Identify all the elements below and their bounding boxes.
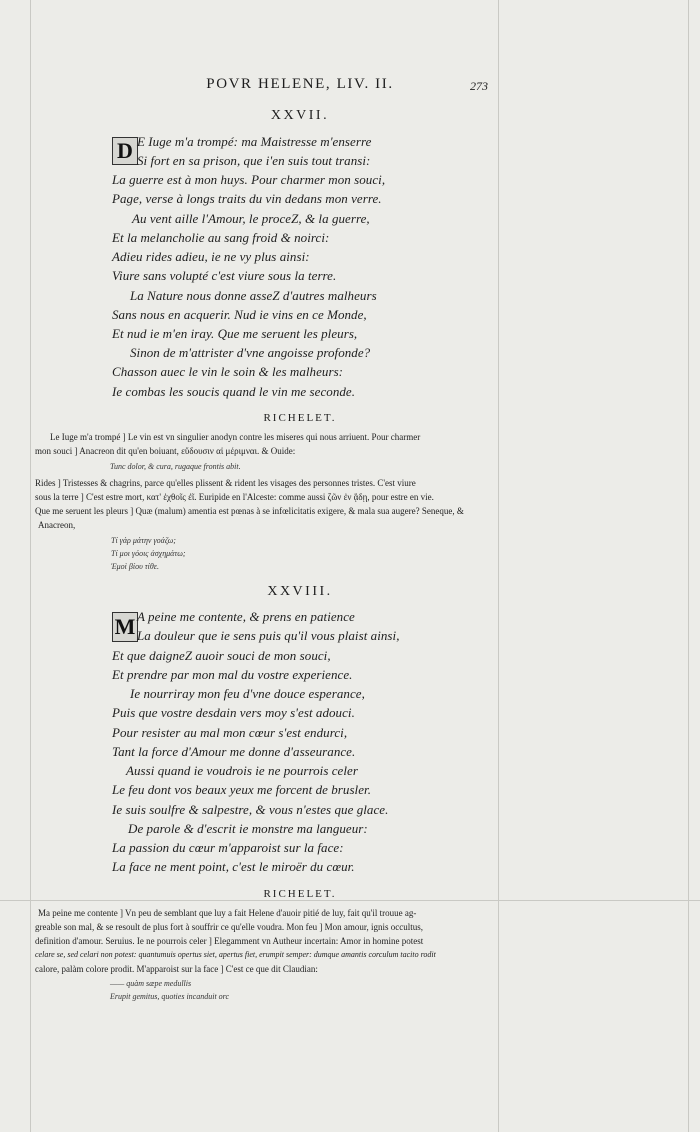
verse-line: De parole & d'escrit ie monstre ma langueur: <box>128 821 368 836</box>
comment-line: mon souci ] Anacreon dit qu'en boiuant, εὕδουσιν αἱ μέριμναι. & Ouide: <box>35 446 296 456</box>
comment-line: Rides ] Tristesses & chagrins, parce qu'elles plissent & rident les visages des personnes tristes. C'est viure <box>35 478 416 488</box>
verse-line: La passion du cœur m'apparoist sur la face: <box>112 840 344 855</box>
verse-line: A peine me contente, & prens en patience <box>137 609 355 624</box>
comment-line: Ma peine me contente ] Vn peu de semblant que luy a fait Helene d'auoir pitié de luy, fait qu'il trouue ag- <box>38 908 417 918</box>
verse-line: Au vent aille l'Amour, le proceZ, & la guerre, <box>132 211 370 226</box>
verse-line: Pour resister au mal mon cœur s'est endurci, <box>112 725 348 740</box>
comment-line: Le Iuge m'a trompé ] Le vin est vn singulier anodyn contre les miseres qui nous arriuent. Pour charmer <box>50 432 421 442</box>
verse-line: Ie combas les soucis quand le vin me seconde. <box>112 384 356 399</box>
verse-line: E Iuge m'a trompé: ma Maistresse m'enserre <box>137 134 372 149</box>
verse-line: Sans nous en acquerir. Nud ie vins en ce Monde, <box>112 307 367 322</box>
greek-quote-line: Τί μοι γόοις ἀσχημάτω; <box>111 549 186 558</box>
verse-line: La face ne ment point, c'est le miroër du cœur. <box>112 859 355 874</box>
latin-quote-line: —— quàm sæpe medullis <box>110 979 192 988</box>
greek-quote-line: Τί γάρ μάτην γοάζω; <box>111 536 176 545</box>
verse-line: Tant la force d'Amour me donne d'asseurance. <box>112 744 356 759</box>
verse-line: Ie nourriray mon feu d'vne douce esperance, <box>130 686 365 701</box>
verse-line: Et que daigneZ auoir souci de mon souci, <box>112 648 331 663</box>
verse-line: Ie suis soulfre & salpestre, & vous n'estes que glace. <box>112 802 389 817</box>
verse-line: Viure sans volupté c'est viure sous la terre. <box>112 268 337 283</box>
verse-line: Et nud ie m'en iray. Que me seruent les pleurs, <box>112 326 358 341</box>
comment-line: greable son mal, & se resoult de plus fort à souffrir ce qu'elle voudra. Mon feu ] Mon amour, ignis occultus, <box>35 922 424 932</box>
verse-line: Chasson auec le vin le soin & les malheurs: <box>112 364 344 379</box>
dropcap-28: M <box>112 612 138 642</box>
latin-quote-line: Erupit gemitus, quoties incanduit orc <box>110 992 230 1001</box>
verse-line: Page, verse à longs traits du vin dedans mon verre. <box>112 191 382 206</box>
verse-line: Le feu dont vos beaux yeux me forcent de brusler. <box>112 782 372 797</box>
comment-line: calore, palàm colore prodit. M'apparoist sur la face ] C'est ce que dit Claudian: <box>35 964 318 974</box>
verse-line: Et prendre par mon mal du vostre experience. <box>112 667 353 682</box>
verse-line: La douleur que ie sens puis qu'il vous plaist ainsi, <box>137 628 400 643</box>
running-title: POVR HELENE, LIV. II. <box>206 76 394 92</box>
verse-line: Puis que vostre desdain vers moy s'est adouci. <box>112 705 355 720</box>
sonnet-number-28: XXVIII. <box>267 584 333 599</box>
greek-quote-line: Ἐμοὶ βίου τίθε. <box>111 562 159 571</box>
comment-line: definition d'amour. Seruius. Ie ne pourrois celer ] Elegamment vn Autheur incertain: Amor in homine potest <box>35 936 424 946</box>
commentary-title-27: RICHELET. <box>263 412 337 424</box>
commentary-title-28: RICHELET. <box>263 888 337 900</box>
verse-line: Si fort en sa prison, que i'en suis tout transi: <box>137 153 371 168</box>
dropcap-27: D <box>112 137 138 165</box>
sonnet-number-27: XXVII. <box>270 108 330 123</box>
latin-quote: Tunc dolor, & cura, rugaque frontis abit. <box>110 462 241 471</box>
verse-line: Sinon de m'attrister d'vne angoisse profonde? <box>130 345 371 360</box>
comment-line: celare se, sed celari non potest: quantumuis opertus siet, apertus fiet, erumpit semper: dumque amantis corculum tacito rodit <box>35 950 436 959</box>
verse-line: La Nature nous donne asseZ d'autres malheurs <box>130 288 377 303</box>
comment-line: sous la terre ] C'est estre mort, κατ' ἐχθοῖς ἐῖ. Euripide en l'Alceste: comme aussi ζῶν ἐν ᾅδῃ, pour estre en vie. <box>35 492 434 502</box>
comment-line: Anacreon, <box>38 520 76 530</box>
comment-line: Que me seruent les pleurs ] Quæ (malum) amentia est pœnas à se infœlicitatis exigere, & mala sua augere? Seneque, & <box>35 506 464 516</box>
verse-line: La guerre est à mon huys. Pour charmer mon souci, <box>112 172 386 187</box>
page-number: 273 <box>470 79 488 93</box>
verse-line: Aussi quand ie voudrois ie ne pourrois celer <box>126 763 358 778</box>
verse-line: Et la melancholie au sang froid & noirci: <box>112 230 330 245</box>
verse-line: Adieu rides adieu, ie ne vy plus ainsi: <box>112 249 310 264</box>
